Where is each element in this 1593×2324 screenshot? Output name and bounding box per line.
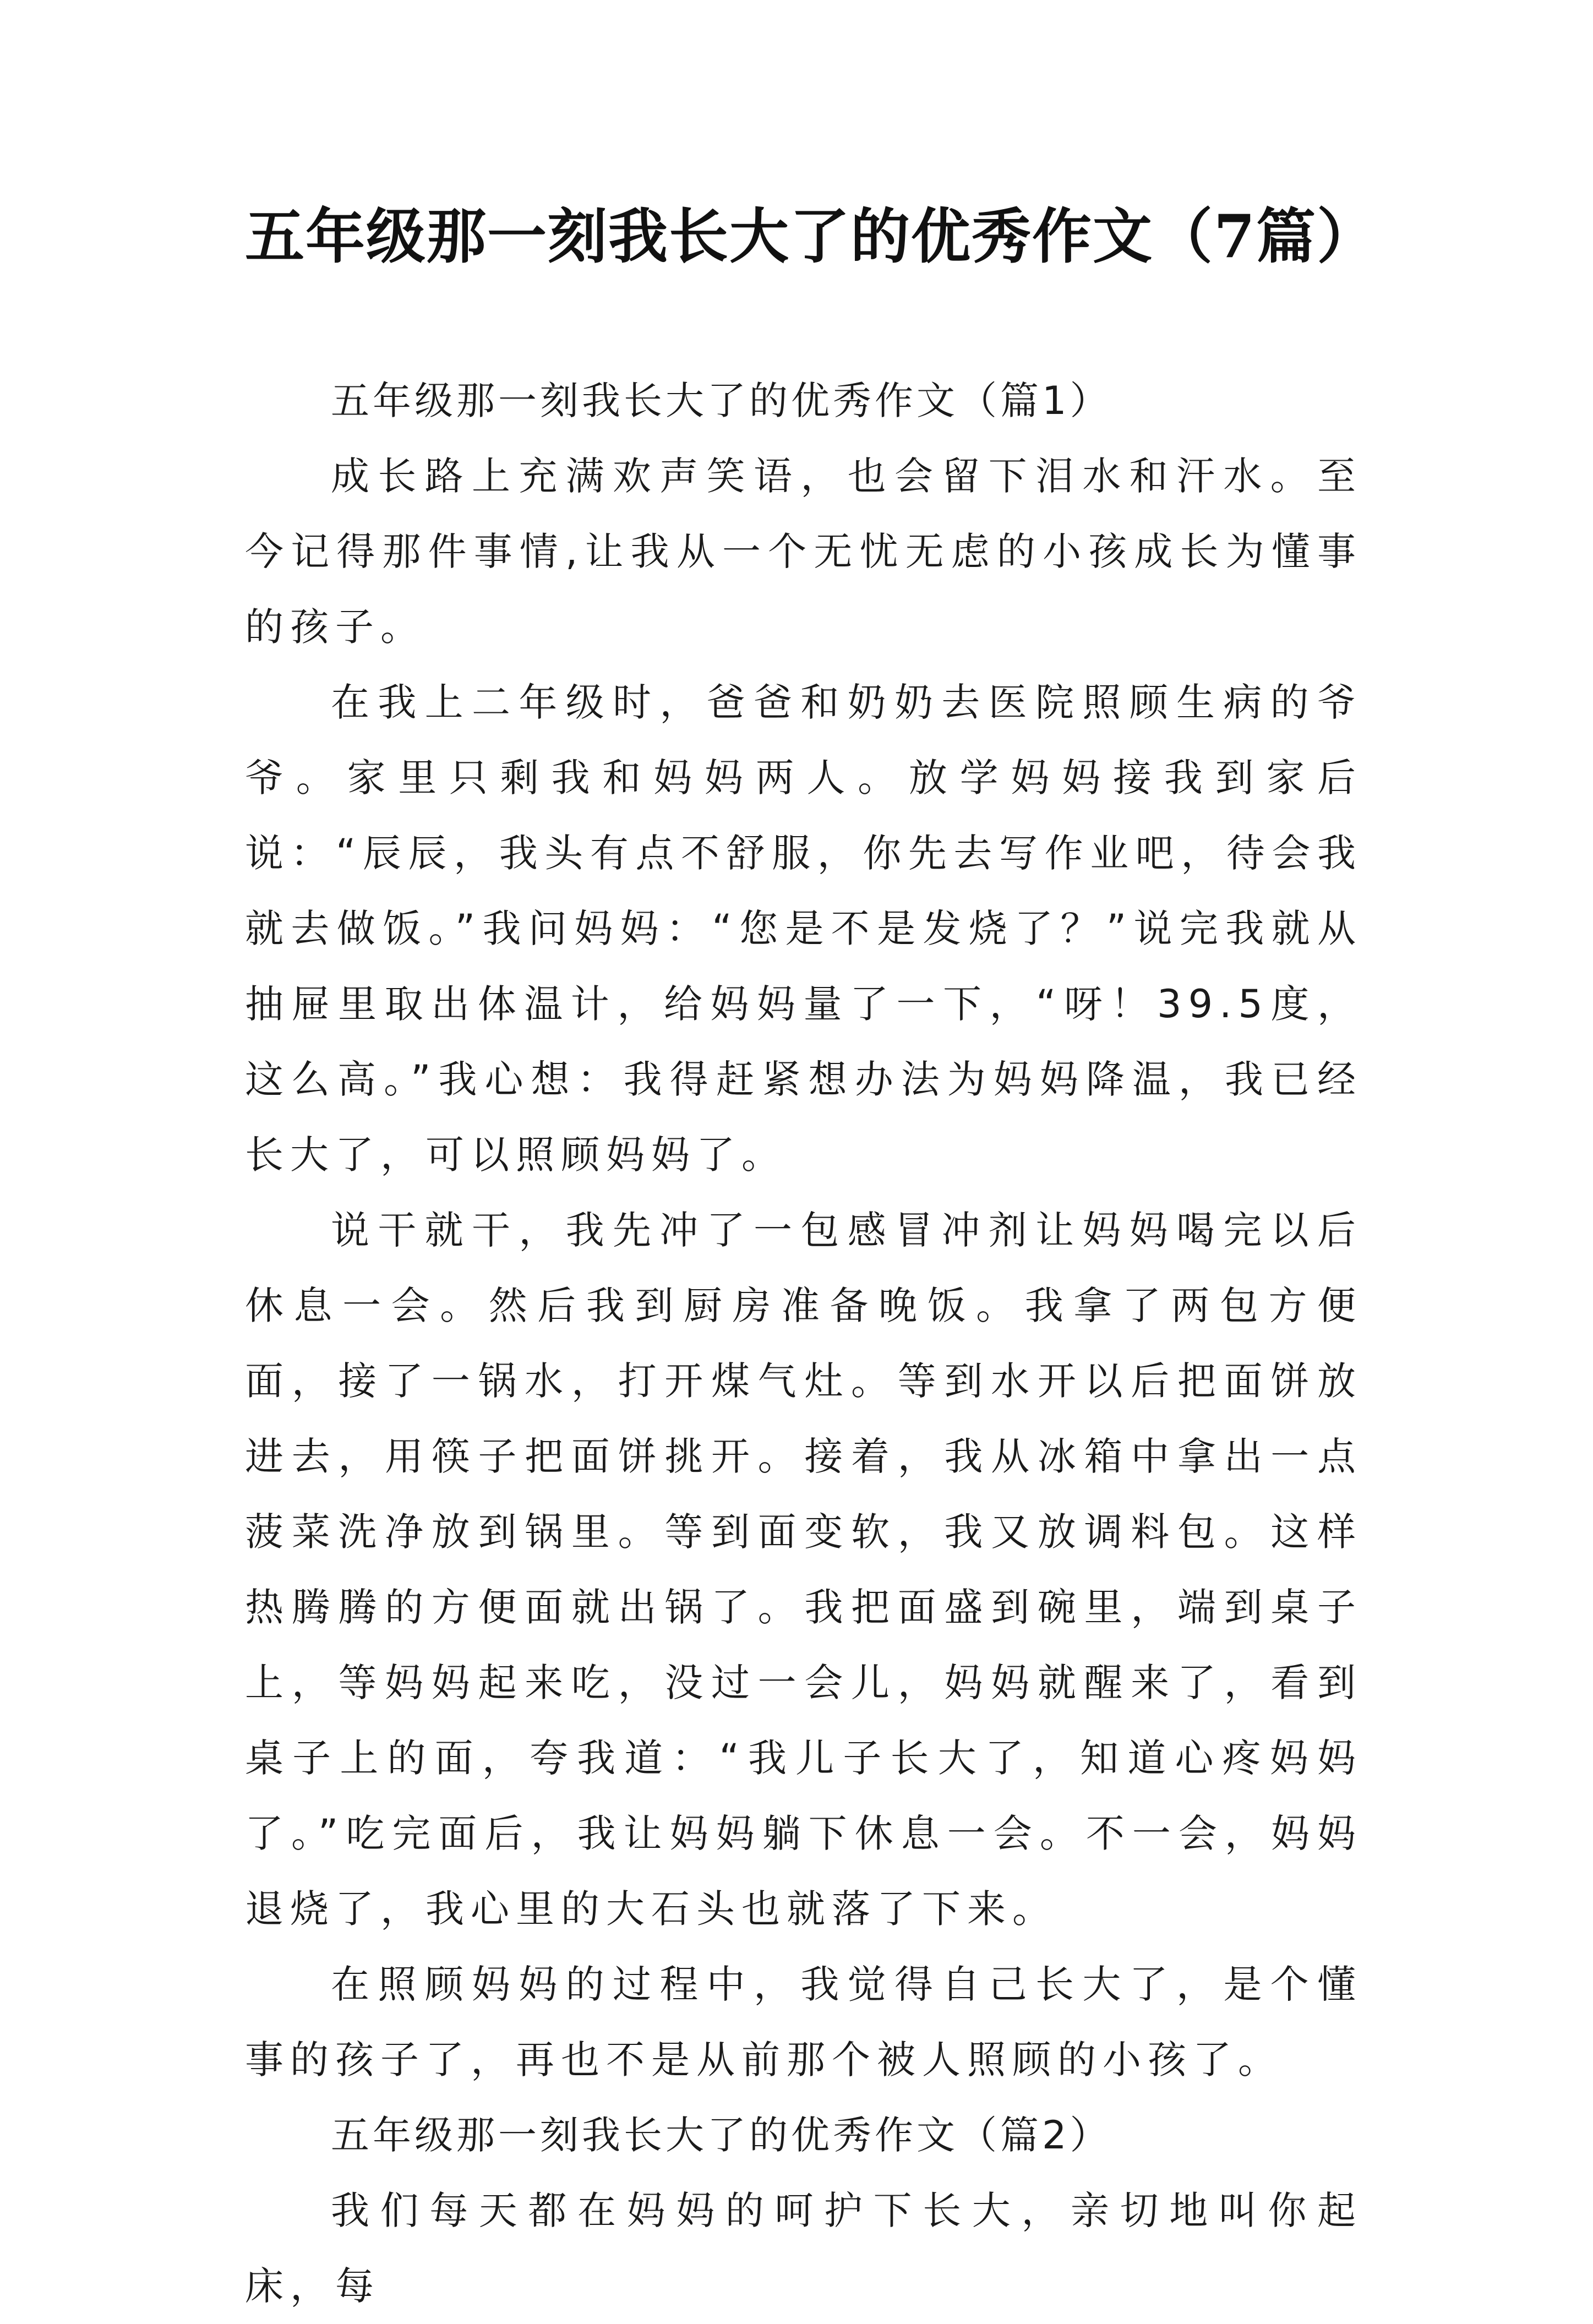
- section-heading-2: 五年级那一刻我长大了的优秀作文（篇2）: [331, 2113, 1112, 2158]
- document-title: 五年级那一刻我长大了的优秀作文（7篇）: [245, 202, 1378, 271]
- paragraph: 在照顾妈妈的过程中，我觉得自己长大了，是个懂事的孩子了，再也不是从前那个被人照顾的小孩了。: [245, 1962, 1362, 2082]
- paragraph: 说干就干，我先冲了一包感冒冲剂让妈妈喝完以后休息一会。然后我到厨房准备晚饭。我拿了两包方便面，接了一锅水，打开煤气灶。等到水开以后把面饼放进去，用筷子把面饼挑开。接着，我从冰箱中拿出一点菠菜洗净放到锅里。等到面变软，我又放调料包。这样热腾腾的方便面就出锅了。我把面盛到碗里，端到桌子上，等妈妈起来吃，没过一会儿，妈妈就醒来了，看到桌子上的面，夸我道：“我儿子长大了，知道心疼妈妈了。”吃完面后，我让妈妈躺下休息一会。不一会，妈妈退烧了，我心里的大石头也就落了下来。: [245, 1208, 1362, 1932]
- paragraph: 我们每天都在妈妈的呵护下长大，亲切地叫你起床，每: [245, 2188, 1362, 2309]
- section-heading-1: 五年级那一刻我长大了的优秀作文（篇1）: [331, 378, 1112, 423]
- paragraph: 在我上二年级时，爸爸和奶奶去医院照顾生病的爷爷。家里只剩我和妈妈两人。放学妈妈接我到家后说：“辰辰，我头有点不舒服，你先去写作业吧，待会我就去做饭。”我问妈妈：“您是不是发烧了？”说完我就从抽屉里取出体温计，给妈妈量了一下，“呀！39.5度，这么高。”我心想：我得赶紧想办法为妈妈降温，我已经长大了，可以照顾妈妈了。: [245, 680, 1362, 1177]
- document-body: [245, 363, 1362, 2324]
- paragraph: 成长路上充满欢声笑语，也会留下泪水和汗水。至今记得那件事情,让我从一个无忧无虑的小孩成长为懂事的孩子。: [245, 454, 1362, 650]
